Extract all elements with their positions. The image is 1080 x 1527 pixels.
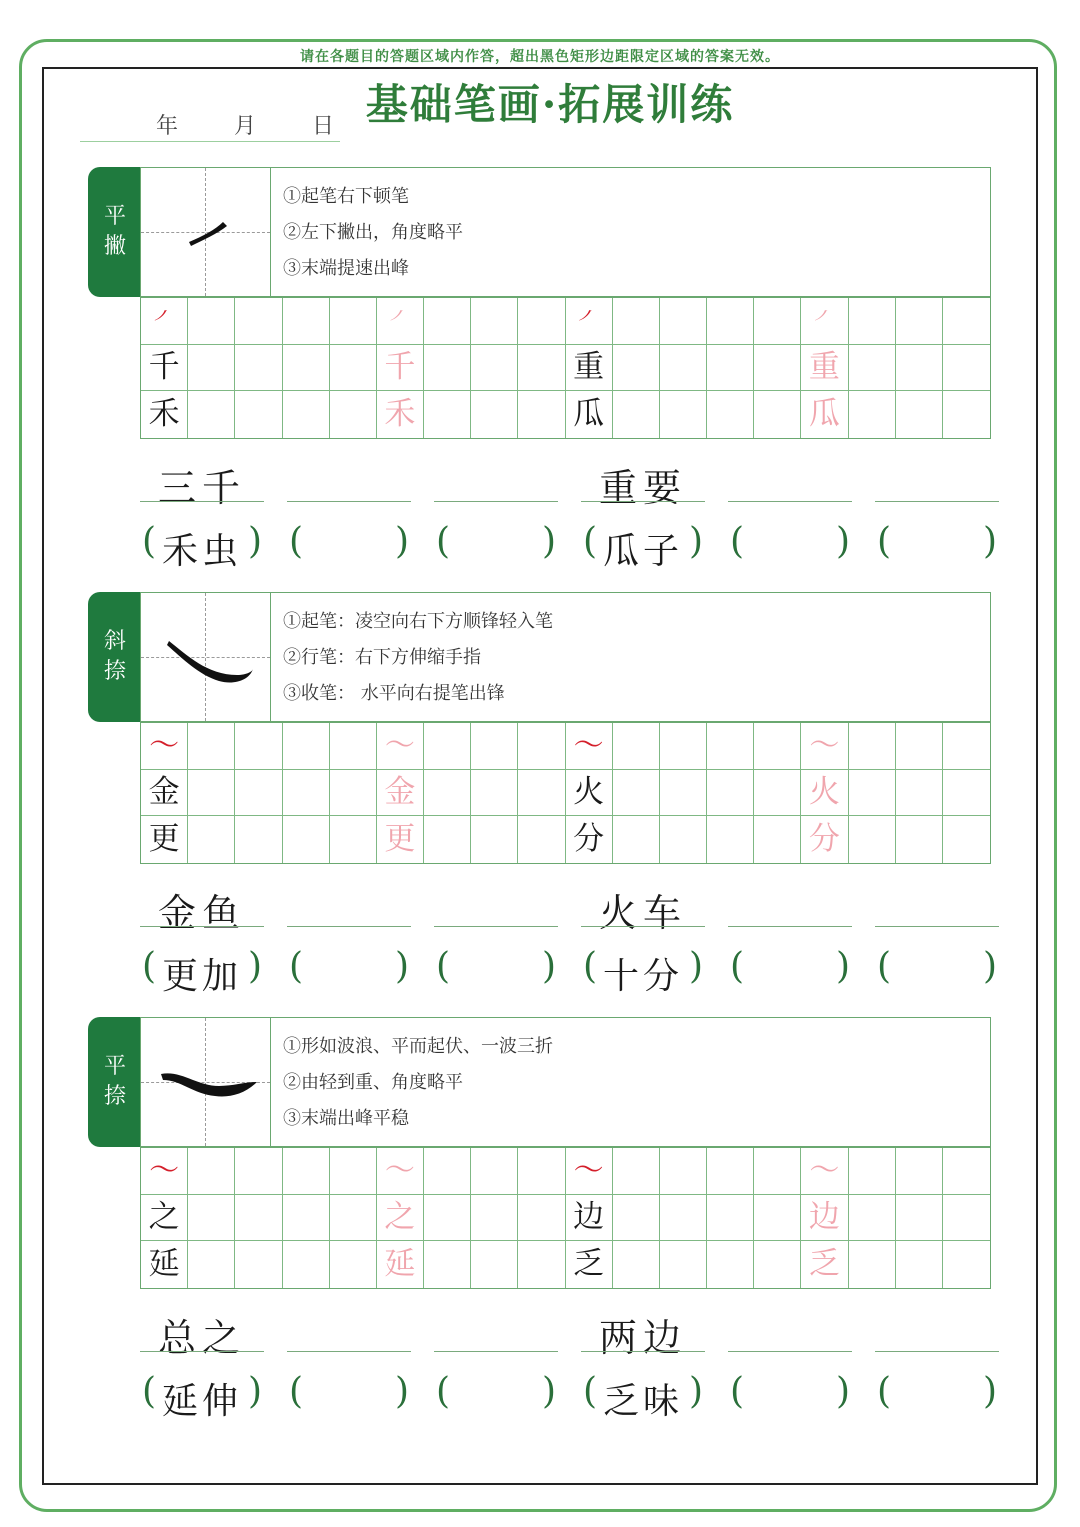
word-underline	[875, 501, 999, 502]
practice-cell[interactable]	[518, 1195, 565, 1242]
practice-cell[interactable]	[896, 298, 943, 345]
practice-cell[interactable]	[754, 816, 801, 863]
word-underline	[140, 1351, 264, 1352]
practice-section	[88, 167, 998, 585]
bracket-slot[interactable]	[875, 1371, 999, 1423]
bracket-word: 瓜子	[602, 531, 683, 572]
practice-cell[interactable]	[849, 1241, 896, 1288]
practice-cell[interactable]	[235, 391, 282, 438]
practice-cell[interactable]	[660, 1148, 707, 1195]
trace-character[interactable]: 乏	[801, 1241, 848, 1288]
left-bracket: (	[877, 946, 892, 987]
word-practice	[140, 457, 1000, 587]
practice-cell[interactable]	[471, 391, 518, 438]
stroke-step: ①起笔右下顿笔	[283, 186, 409, 207]
word-underline	[581, 926, 705, 927]
right-bracket: )	[982, 521, 997, 562]
stroke-step: ②行笔：右下方伸缩手指	[283, 647, 481, 668]
practice-cell[interactable]	[424, 391, 471, 438]
stroke-tab	[88, 592, 142, 722]
right-bracket: )	[982, 1371, 997, 1412]
practice-cell[interactable]	[707, 391, 754, 438]
practice-cell[interactable]	[283, 1241, 330, 1288]
trace-stroke[interactable]: 〜	[377, 723, 424, 770]
left-bracket: (	[436, 521, 451, 562]
word-text: 重要	[598, 466, 687, 510]
practice-cell[interactable]	[943, 345, 990, 392]
date-day-label: 日	[312, 114, 335, 139]
word-practice	[140, 882, 1000, 1012]
stroke-tab-char: 捺	[103, 659, 126, 684]
practice-cell[interactable]	[330, 816, 377, 863]
word-underline	[287, 1351, 411, 1352]
practice-cell[interactable]	[518, 1241, 565, 1288]
right-bracket: )	[835, 946, 850, 987]
stroke-step: ②由轻到重、角度略平	[283, 1072, 463, 1093]
practice-cell[interactable]	[849, 723, 896, 770]
practice-cell[interactable]	[896, 345, 943, 392]
practice-cell[interactable]	[235, 1241, 282, 1288]
practice-cell[interactable]	[283, 1195, 330, 1242]
left-bracket: (	[142, 1371, 157, 1412]
date-row	[80, 112, 340, 142]
practice-cell[interactable]	[330, 723, 377, 770]
bracket-slot[interactable]	[581, 1371, 705, 1423]
trace-character[interactable]: 千	[377, 345, 424, 392]
practice-cell[interactable]	[896, 1195, 943, 1242]
stroke-step: ①形如波浪、平而起伏、一波三折	[283, 1036, 553, 1057]
bracket-slot[interactable]	[287, 1371, 411, 1423]
left-bracket: (	[583, 521, 598, 562]
practice-cell[interactable]	[424, 1148, 471, 1195]
trace-stroke[interactable]: 〜	[377, 1148, 424, 1195]
left-bracket: (	[583, 946, 598, 987]
left-bracket: (	[289, 946, 304, 987]
practice-cell[interactable]	[283, 723, 330, 770]
stroke-step: ③收笔： 水平向右提笔出锋	[283, 683, 505, 704]
practice-cell[interactable]	[613, 816, 660, 863]
bracket-word: 更加	[161, 956, 242, 997]
practice-cell[interactable]	[707, 345, 754, 392]
bracket-word: 乏味	[602, 1381, 683, 1422]
practice-cell[interactable]	[471, 1148, 518, 1195]
stroke-steps	[270, 1017, 991, 1147]
practice-cell[interactable]	[471, 816, 518, 863]
practice-cell[interactable]	[943, 298, 990, 345]
practice-cell[interactable]	[424, 345, 471, 392]
practice-cell[interactable]	[235, 770, 282, 817]
word-underline	[287, 926, 411, 927]
trace-character[interactable]: 边	[801, 1195, 848, 1242]
right-bracket: )	[541, 521, 556, 562]
practice-cell[interactable]	[896, 1241, 943, 1288]
practice-cell[interactable]	[707, 816, 754, 863]
right-bracket: )	[541, 946, 556, 987]
stroke-demo-box	[140, 167, 270, 297]
practice-grid	[140, 297, 991, 439]
bracket-slot[interactable]	[287, 946, 411, 998]
stroke-tab-char: 平	[103, 204, 126, 229]
practice-section	[88, 592, 998, 1010]
right-bracket: )	[394, 521, 409, 562]
model-character[interactable]: 瓜	[566, 391, 613, 438]
practice-cell[interactable]	[754, 298, 801, 345]
word-underline	[728, 1351, 852, 1352]
right-bracket: )	[688, 1371, 703, 1412]
practice-cell[interactable]	[896, 723, 943, 770]
model-stroke[interactable]: 〜	[141, 723, 188, 770]
practice-cell[interactable]	[471, 770, 518, 817]
right-bracket: )	[541, 1371, 556, 1412]
date-month-label: 月	[234, 114, 257, 139]
answer-area-notice: 请在各题目的答题区域内作答，超出黑色矩形边距限定区域的答案无效。	[300, 49, 780, 65]
practice-cell[interactable]	[330, 1148, 377, 1195]
practice-cell[interactable]	[188, 345, 235, 392]
practice-cell[interactable]	[518, 816, 565, 863]
practice-cell[interactable]	[471, 723, 518, 770]
practice-cell[interactable]	[283, 298, 330, 345]
model-character[interactable]: 千	[141, 345, 188, 392]
practice-cell[interactable]	[518, 770, 565, 817]
practice-cell[interactable]	[943, 816, 990, 863]
word-text: 金鱼	[157, 891, 246, 935]
word-underline	[140, 926, 264, 927]
practice-cell[interactable]	[660, 1241, 707, 1288]
bracket-slot[interactable]	[140, 1371, 264, 1423]
stroke-step: ②左下撇出，角度略平	[283, 222, 463, 243]
practice-cell[interactable]	[707, 1195, 754, 1242]
bracket-slot[interactable]	[581, 521, 705, 573]
practice-cell[interactable]	[613, 723, 660, 770]
word-underline	[728, 926, 852, 927]
trace-character[interactable]: 重	[801, 345, 848, 392]
practice-section	[88, 1017, 998, 1435]
bracket-word: 禾虫	[161, 531, 242, 572]
trace-stroke[interactable]: ㇒	[801, 298, 848, 345]
left-bracket: (	[142, 521, 157, 562]
word-underline	[875, 1351, 999, 1352]
stroke-step: ③末端出峰平稳	[283, 1108, 409, 1129]
practice-cell[interactable]	[613, 298, 660, 345]
trace-character[interactable]: 火	[801, 770, 848, 817]
date-underline	[80, 141, 340, 142]
practice-cell[interactable]	[188, 1241, 235, 1288]
right-bracket: )	[394, 946, 409, 987]
practice-cell[interactable]	[943, 1241, 990, 1288]
practice-cell[interactable]	[943, 1195, 990, 1242]
practice-cell[interactable]	[896, 816, 943, 863]
word-text: 两边	[598, 1316, 687, 1360]
word-text: 总之	[157, 1316, 246, 1360]
practice-cell[interactable]	[188, 770, 235, 817]
practice-cell[interactable]	[660, 391, 707, 438]
practice-cell[interactable]	[849, 770, 896, 817]
practice-cell[interactable]	[330, 391, 377, 438]
practice-cell[interactable]	[613, 1241, 660, 1288]
trace-stroke[interactable]: ㇒	[377, 298, 424, 345]
page-title: 基础笔画·拓展训练	[365, 80, 735, 129]
practice-cell[interactable]	[235, 723, 282, 770]
stroke-demo-glyph	[141, 168, 271, 298]
practice-cell[interactable]	[660, 345, 707, 392]
practice-cell[interactable]	[896, 770, 943, 817]
practice-cell[interactable]	[424, 723, 471, 770]
practice-cell[interactable]	[235, 816, 282, 863]
date-year-label: 年	[156, 114, 179, 139]
practice-cell[interactable]	[707, 298, 754, 345]
practice-cell[interactable]	[330, 298, 377, 345]
practice-cell[interactable]	[849, 391, 896, 438]
practice-cell[interactable]	[283, 816, 330, 863]
practice-cell[interactable]	[754, 1195, 801, 1242]
practice-cell[interactable]	[943, 391, 990, 438]
practice-cell[interactable]	[849, 345, 896, 392]
practice-cell[interactable]	[613, 1195, 660, 1242]
practice-cell[interactable]	[896, 391, 943, 438]
trace-stroke[interactable]: 〜	[801, 1148, 848, 1195]
word-underline	[581, 1351, 705, 1352]
practice-cell[interactable]	[754, 345, 801, 392]
practice-cell[interactable]	[943, 770, 990, 817]
practice-cell[interactable]	[424, 770, 471, 817]
stroke-demo-glyph	[141, 1018, 271, 1148]
trace-character[interactable]: 禾	[377, 391, 424, 438]
trace-character[interactable]: 金	[377, 770, 424, 817]
stroke-step: ①起笔：凌空向右下方顺锋轻入笔	[283, 611, 553, 632]
practice-cell[interactable]	[518, 345, 565, 392]
practice-cell[interactable]	[283, 345, 330, 392]
practice-cell[interactable]	[471, 298, 518, 345]
model-character[interactable]: 更	[141, 816, 188, 863]
stroke-step: ③末端提速出峰	[283, 258, 409, 279]
trace-character[interactable]: 瓜	[801, 391, 848, 438]
trace-character[interactable]: 更	[377, 816, 424, 863]
bracket-slot[interactable]	[140, 521, 264, 573]
model-character[interactable]: 重	[566, 345, 613, 392]
practice-cell[interactable]	[660, 298, 707, 345]
model-stroke[interactable]: 〜	[566, 1148, 613, 1195]
right-bracket: )	[982, 946, 997, 987]
practice-cell[interactable]	[424, 816, 471, 863]
bracket-slot[interactable]	[581, 946, 705, 998]
word-underline	[434, 926, 558, 927]
model-character[interactable]: 金	[141, 770, 188, 817]
practice-cell[interactable]	[283, 1148, 330, 1195]
left-bracket: (	[877, 1371, 892, 1412]
left-bracket: (	[142, 946, 157, 987]
model-character[interactable]: 禾	[141, 391, 188, 438]
model-stroke[interactable]: 〜	[141, 1148, 188, 1195]
word-underline	[875, 926, 999, 927]
word-underline	[434, 1351, 558, 1352]
practice-cell[interactable]	[518, 391, 565, 438]
bracket-slot[interactable]	[434, 1371, 558, 1423]
bracket-slot[interactable]	[728, 1371, 852, 1423]
stroke-tab-char: 平	[103, 1054, 126, 1079]
practice-cell[interactable]	[471, 345, 518, 392]
practice-cell[interactable]	[188, 298, 235, 345]
left-bracket: (	[730, 1371, 745, 1412]
practice-cell[interactable]	[849, 1148, 896, 1195]
trace-character[interactable]: 分	[801, 816, 848, 863]
right-bracket: )	[247, 1371, 262, 1412]
trace-stroke[interactable]: 〜	[801, 723, 848, 770]
practice-cell[interactable]	[943, 723, 990, 770]
bracket-slot[interactable]	[140, 946, 264, 998]
practice-cell[interactable]	[235, 298, 282, 345]
practice-cell[interactable]	[613, 345, 660, 392]
right-bracket: )	[394, 1371, 409, 1412]
model-character[interactable]: 火	[566, 770, 613, 817]
bracket-slot[interactable]	[728, 521, 852, 573]
stroke-demo-box	[140, 592, 270, 722]
practice-cell[interactable]	[518, 723, 565, 770]
practice-cell[interactable]	[943, 1148, 990, 1195]
practice-cell[interactable]	[754, 723, 801, 770]
stroke-tab	[88, 1017, 142, 1147]
practice-cell[interactable]	[707, 1241, 754, 1288]
practice-cell[interactable]	[754, 1148, 801, 1195]
left-bracket: (	[436, 946, 451, 987]
practice-cell[interactable]	[188, 1148, 235, 1195]
left-bracket: (	[730, 946, 745, 987]
stroke-steps	[270, 592, 991, 722]
bracket-word: 十分	[602, 956, 683, 997]
right-bracket: )	[247, 946, 262, 987]
practice-cell[interactable]	[283, 770, 330, 817]
practice-cell[interactable]	[424, 1195, 471, 1242]
practice-cell[interactable]	[849, 298, 896, 345]
practice-cell[interactable]	[188, 816, 235, 863]
stroke-steps	[270, 167, 991, 297]
practice-cell[interactable]	[188, 1195, 235, 1242]
practice-cell[interactable]	[188, 723, 235, 770]
practice-cell[interactable]	[754, 391, 801, 438]
practice-cell[interactable]	[330, 1241, 377, 1288]
right-bracket: )	[688, 946, 703, 987]
model-character[interactable]: 延	[141, 1241, 188, 1288]
practice-cell[interactable]	[330, 770, 377, 817]
right-bracket: )	[247, 521, 262, 562]
practice-cell[interactable]	[613, 1148, 660, 1195]
practice-cell[interactable]	[707, 770, 754, 817]
stroke-tab	[88, 167, 142, 297]
model-character[interactable]: 边	[566, 1195, 613, 1242]
word-underline	[140, 501, 264, 502]
model-stroke[interactable]: ㇒	[141, 298, 188, 345]
left-bracket: (	[289, 1371, 304, 1412]
practice-cell[interactable]	[754, 770, 801, 817]
bracket-slot[interactable]	[287, 521, 411, 573]
practice-cell[interactable]	[235, 1148, 282, 1195]
model-character[interactable]: 之	[141, 1195, 188, 1242]
trace-character[interactable]: 延	[377, 1241, 424, 1288]
practice-cell[interactable]	[188, 391, 235, 438]
practice-cell[interactable]	[849, 1195, 896, 1242]
practice-cell[interactable]	[283, 391, 330, 438]
word-practice	[140, 1307, 1000, 1437]
practice-cell[interactable]	[707, 1148, 754, 1195]
model-character[interactable]: 乏	[566, 1241, 613, 1288]
model-stroke[interactable]: ㇒	[566, 298, 613, 345]
bracket-slot[interactable]	[434, 521, 558, 573]
word-text: 三千	[157, 466, 246, 510]
practice-grid	[140, 1147, 991, 1289]
practice-cell[interactable]	[896, 1148, 943, 1195]
left-bracket: (	[877, 521, 892, 562]
practice-cell[interactable]	[613, 391, 660, 438]
practice-cell[interactable]	[471, 1195, 518, 1242]
practice-cell[interactable]	[660, 770, 707, 817]
bracket-slot[interactable]	[875, 521, 999, 573]
left-bracket: (	[436, 1371, 451, 1412]
model-character[interactable]: 分	[566, 816, 613, 863]
practice-cell[interactable]	[613, 770, 660, 817]
word-text: 火车	[598, 891, 687, 935]
word-underline	[581, 501, 705, 502]
word-underline	[434, 501, 558, 502]
word-underline	[287, 501, 411, 502]
bracket-word: 延伸	[161, 1381, 242, 1422]
left-bracket: (	[289, 521, 304, 562]
practice-cell[interactable]	[471, 1241, 518, 1288]
stroke-demo-glyph	[141, 593, 271, 723]
stroke-demo-box	[140, 1017, 270, 1147]
trace-character[interactable]: 之	[377, 1195, 424, 1242]
practice-cell[interactable]	[235, 1195, 282, 1242]
practice-cell[interactable]	[518, 1148, 565, 1195]
left-bracket: (	[730, 521, 745, 562]
bracket-slot[interactable]	[728, 946, 852, 998]
bracket-slot[interactable]	[875, 946, 999, 998]
left-bracket: (	[583, 1371, 598, 1412]
right-bracket: )	[835, 1371, 850, 1412]
practice-cell[interactable]	[849, 816, 896, 863]
practice-grid	[140, 722, 991, 864]
stroke-tab-char: 撇	[103, 234, 126, 259]
bracket-slot[interactable]	[434, 946, 558, 998]
stroke-tab-char: 斜	[103, 629, 126, 654]
practice-cell[interactable]	[235, 345, 282, 392]
practice-cell[interactable]	[424, 298, 471, 345]
practice-cell[interactable]	[330, 1195, 377, 1242]
stroke-tab-char: 捺	[103, 1084, 126, 1109]
practice-cell[interactable]	[330, 345, 377, 392]
practice-cell[interactable]	[518, 298, 565, 345]
practice-cell[interactable]	[660, 816, 707, 863]
practice-cell[interactable]	[424, 1241, 471, 1288]
practice-cell[interactable]	[660, 1195, 707, 1242]
right-bracket: )	[835, 521, 850, 562]
word-underline	[728, 501, 852, 502]
practice-cell[interactable]	[660, 723, 707, 770]
model-stroke[interactable]: 〜	[566, 723, 613, 770]
right-bracket: )	[688, 521, 703, 562]
practice-cell[interactable]	[707, 723, 754, 770]
practice-cell[interactable]	[754, 1241, 801, 1288]
